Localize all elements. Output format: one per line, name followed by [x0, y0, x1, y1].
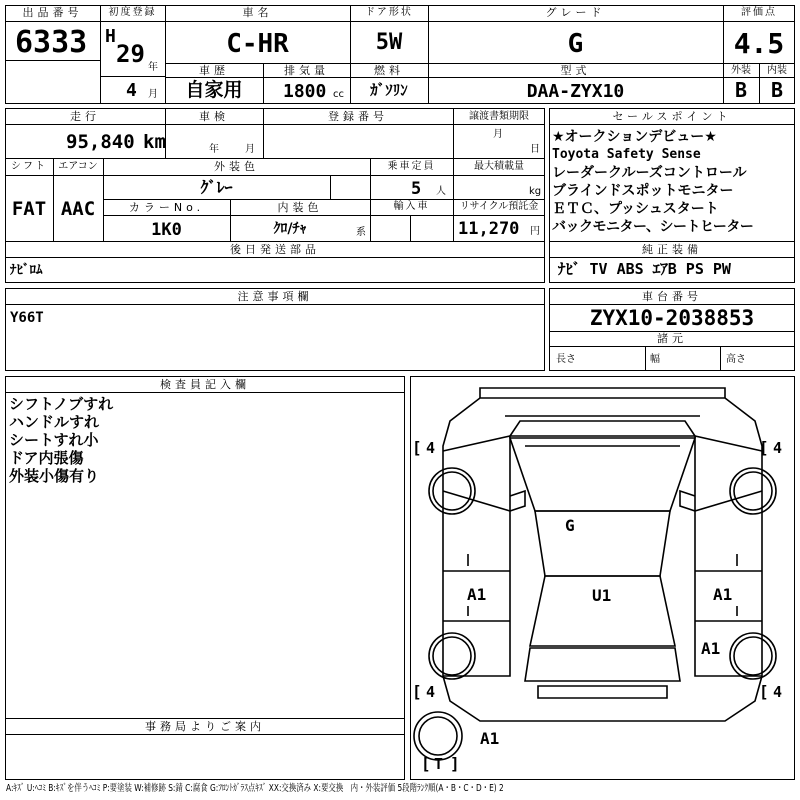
office-label: 事務局よりご案内 [145, 720, 265, 733]
displacement: 1800 [283, 81, 327, 102]
tire-front-left [429, 468, 475, 514]
first-reg-label: 初度登録 [108, 7, 157, 18]
load-label: 最大積載量 [474, 161, 524, 172]
tire-fl-tread: 4 [426, 439, 436, 457]
notes-text: Y66T [10, 310, 44, 326]
car-diagram [410, 376, 795, 780]
inspector-line: シートすれ小 [9, 431, 99, 449]
length-label: 長さ [556, 354, 576, 365]
displacement-unit: cc [333, 89, 344, 100]
aircon-label: エアコン [58, 161, 98, 172]
sales-line: バックモニター、シートヒーター [552, 219, 754, 235]
inspector-line: 外装小傷有り [9, 467, 100, 485]
spare-mark: T [434, 755, 444, 773]
spare-tire [414, 712, 462, 760]
spare-bracket-close: ] [450, 754, 460, 773]
int-color-unit: 系 [356, 227, 366, 238]
reg-year: 29 [116, 40, 145, 68]
displacement-label: 排気量 [284, 64, 329, 77]
colorno: 1K0 [151, 220, 182, 240]
damage-mark-right-rear: A1 [701, 639, 721, 658]
import-label: 輸入車 [393, 201, 430, 212]
inspection-year-unit: 年 [209, 144, 219, 155]
recycle-unit: 円 [530, 226, 540, 237]
year-unit: 年 [148, 62, 158, 73]
capacity: 5 [411, 179, 422, 199]
history-label: 車歴 [199, 64, 229, 77]
inspector-line: ハンドルすれ [9, 413, 100, 431]
mileage: 95,840 [66, 131, 135, 153]
sales-line: Toyota Safety Sense [552, 147, 701, 162]
inspector-label: 検査員記入欄 [160, 378, 250, 391]
inspector-line: シフトノブすれ [9, 395, 114, 413]
capacity-unit: 人 [436, 186, 446, 197]
transfer-label: 譲渡書類期限 [469, 111, 529, 122]
shift-label: シフト [11, 161, 47, 172]
fuel-label: 燃料 [374, 64, 404, 77]
legend: A:ｷｽﾞ U:ﾍｺﾐ B:ｷｽﾞを伴うﾍｺﾐ P:要塗装 W:補修跡 S:錆 C:腐食 G:ﾌﾛﾝﾄｶﾞﾗｽ点ｷｽﾞ XX:交換済み X:要交換 内・外装評価 5段階ﾗﾝｸ順(A・B・C・D・E) 2 [6, 783, 504, 794]
grade-label: グレード [545, 6, 606, 19]
car-name: C-HR [226, 29, 289, 59]
inspection-label: 車検 [199, 110, 229, 123]
model: DAA-ZYX10 [526, 81, 625, 102]
tire-rr-tread: 4 [773, 683, 783, 701]
model-label: 型式 [560, 64, 591, 77]
capacity-label: 乗車定員 [387, 161, 436, 172]
regno-label: 登録番号 [328, 110, 388, 123]
recycle-label: リサイクル預託金 [459, 201, 539, 212]
tire-rl-bracket: [ [412, 682, 422, 701]
tire-rear-right [730, 633, 776, 679]
int-color: ｸﾛ/ﾁｬ [273, 221, 307, 237]
fuel: ｶﾞｿﾘﾝ [370, 81, 408, 99]
height-label: 高さ [726, 354, 746, 365]
equip-label: 純正装備 [642, 243, 702, 256]
mileage-label: 走行 [70, 110, 100, 123]
damage-mark-bottom-left: A1 [480, 729, 500, 748]
chassis-label: 車台番号 [642, 290, 702, 303]
lot-label: 出品番号 [22, 6, 83, 19]
damage-mark-center: U1 [592, 586, 612, 605]
inspector-lines [9, 395, 113, 485]
equip: ﾅﾋﾞ TV ABS ｴｱB PS PW [558, 260, 731, 278]
damage-mark-right-door: A1 [713, 585, 733, 604]
tire-fl-bracket: [ [412, 438, 422, 457]
interior-grade: B [770, 78, 784, 102]
color-label: 外装色 [214, 160, 259, 173]
sales-label: セールスポイント [612, 110, 732, 123]
damage-mark-left-door: A1 [467, 585, 487, 604]
int-color-label: 内装色 [277, 201, 323, 214]
sales-line: ＥＴＣ、プッシュスタート [552, 201, 719, 217]
sales-lines [552, 128, 792, 236]
chassis-number: ZYX10-2038853 [589, 306, 755, 330]
spec-label: 諸元 [657, 332, 687, 345]
tire-fr-tread: 4 [773, 439, 783, 457]
width-label: 幅 [650, 354, 660, 365]
sales-line: ブラインドスポットモニター [552, 183, 734, 199]
notes-label: 注意事項欄 [237, 290, 313, 303]
load-unit: kg [529, 186, 542, 197]
shift: FAT [11, 198, 47, 220]
sales-line: レーダークルーズコントロール [552, 165, 747, 181]
exterior-label: 外装 [731, 65, 751, 76]
lot-number: 6333 [15, 25, 88, 60]
colorno-label: カラーNo. [128, 201, 205, 214]
damage-mark-roof: G [565, 516, 575, 535]
transfer-month-unit: 月 [493, 129, 503, 140]
spare-bracket-open: [ [421, 754, 431, 773]
later-parts-label: 後日発送部品 [230, 243, 320, 256]
transfer-day-unit: 日 [530, 144, 540, 155]
tire-fr-bracket: [ [759, 438, 769, 457]
history: 自家用 [185, 79, 243, 101]
era: H [105, 26, 116, 47]
tire-rr-bracket: [ [759, 682, 769, 701]
color: ｸﾞﾚｰ [200, 178, 233, 197]
aircon: AAC [60, 198, 96, 220]
sales-line: ★オークションデビュー★ [552, 129, 717, 145]
later-parts: ﾅﾋﾞﾛﾑ [10, 263, 43, 278]
reg-month: 4 [126, 80, 137, 101]
tire-front-right [730, 468, 776, 514]
car-name-label: 車名 [242, 6, 273, 19]
score-label: 評価点 [741, 7, 777, 18]
inspection-month-unit: 月 [245, 144, 255, 155]
interior-label: 内装 [767, 65, 787, 76]
tire-rl-tread: 4 [426, 683, 436, 701]
recycle-fee: 11,270 [458, 219, 520, 239]
door-type: 5W [375, 30, 403, 55]
score: 4.5 [733, 27, 785, 60]
grade: G [567, 29, 584, 59]
door-label: ドア形状 [365, 7, 413, 18]
exterior-grade: B [734, 78, 748, 102]
tire-rear-left [429, 633, 475, 679]
month-unit: 月 [148, 89, 158, 100]
mileage-unit: km [143, 131, 166, 153]
inspector-line: ドア内張傷 [9, 449, 84, 467]
